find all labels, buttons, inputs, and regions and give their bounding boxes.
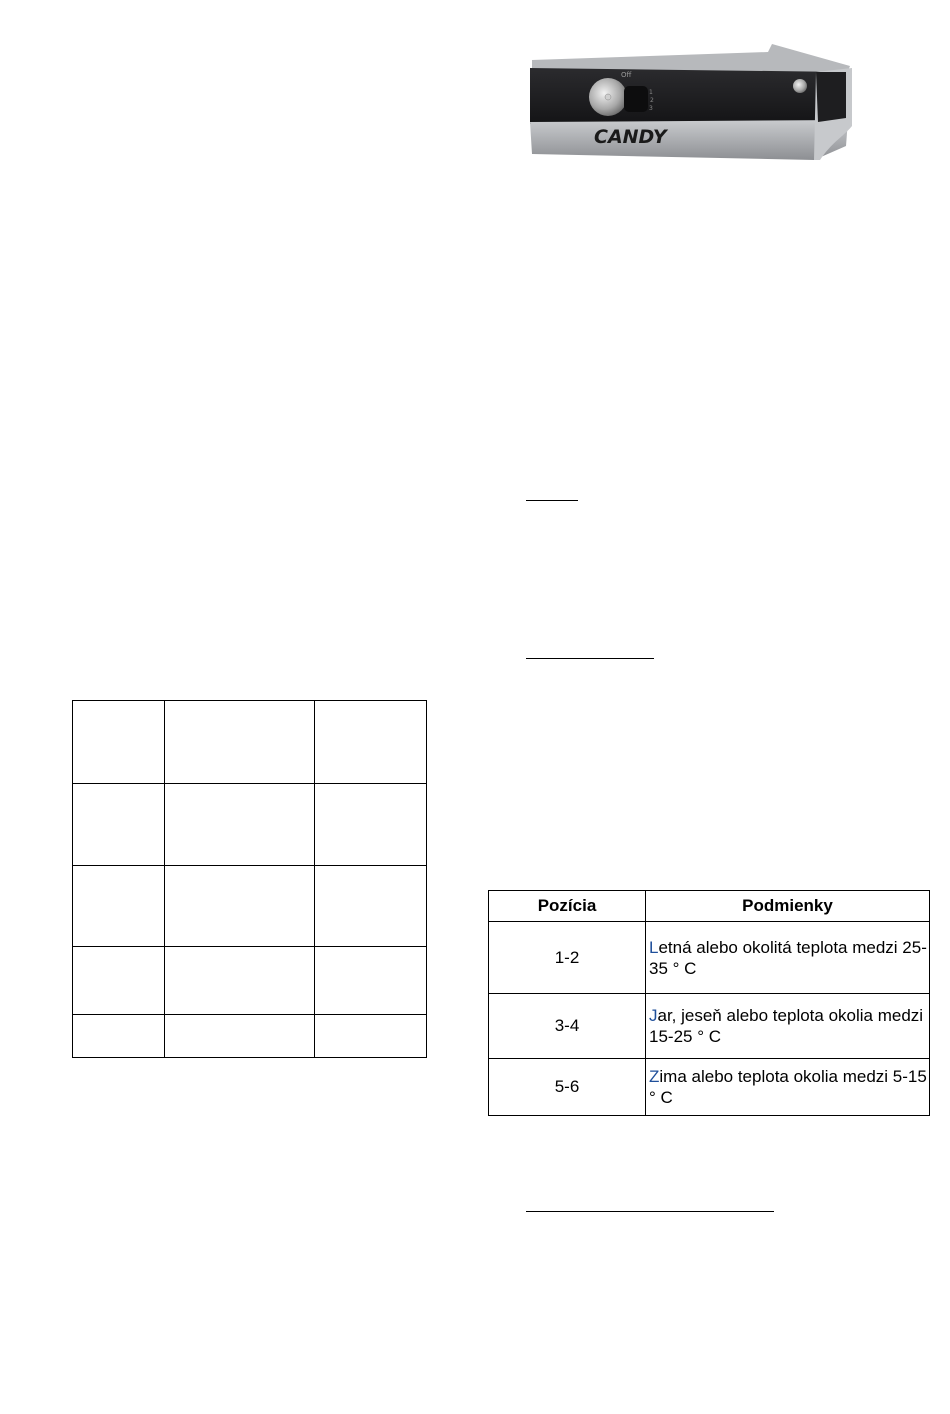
candy-logo: CANDY <box>594 126 667 148</box>
heading-underline <box>526 500 578 501</box>
conditions-initial: Z <box>649 1067 660 1086</box>
dial-off-label: Off <box>621 71 632 79</box>
conditions-text: ima alebo teplota okolia medzi 5-15 ° C <box>649 1067 927 1107</box>
table-cell <box>165 866 315 947</box>
table-row <box>489 1059 930 1116</box>
position-cell: 3-4 <box>489 994 646 1059</box>
dial-mark: 3 <box>649 105 653 112</box>
dial-mark: 2 <box>650 97 654 104</box>
control-panel-drawing <box>528 42 854 168</box>
table-cell <box>165 701 315 784</box>
dial-mark: 1 <box>649 89 653 96</box>
table-cell <box>73 784 165 866</box>
right-button <box>793 79 807 93</box>
table-cell <box>165 1015 315 1058</box>
table-cell <box>73 1015 165 1058</box>
position-cell: 5-6 <box>489 1059 646 1116</box>
conditions-initial: L <box>649 937 659 957</box>
table-cell <box>315 866 427 947</box>
table-cell <box>165 947 315 1015</box>
table-cell <box>73 947 165 1015</box>
header-conditions: Podmienky <box>646 891 930 922</box>
conditions-text: ar, jeseň alebo teplota okolia medzi 15-25 ° C <box>649 1006 924 1046</box>
empty-table <box>72 700 427 1058</box>
conditions-cell <box>646 1059 930 1116</box>
table-cell <box>315 947 427 1015</box>
table-row <box>489 922 930 994</box>
table-header-row <box>489 891 930 922</box>
conditions-text: etná alebo okolitá teplota medzi 25-35 ° C <box>649 937 927 978</box>
table-cell <box>315 784 427 866</box>
header-position: Pozícia <box>489 891 646 922</box>
table-cell <box>165 784 315 866</box>
table-cell <box>315 701 427 784</box>
table-cell <box>73 866 165 947</box>
table-cell <box>73 701 165 784</box>
conditions-cell <box>646 922 930 994</box>
heading-underline <box>526 658 654 659</box>
position-cell: 1-2 <box>489 922 646 994</box>
conditions-initial: J <box>649 1006 658 1025</box>
control-panel-image <box>528 42 854 168</box>
heading-underline <box>526 1211 774 1212</box>
table-row <box>489 994 930 1059</box>
conditions-cell <box>646 994 930 1059</box>
table-cell <box>315 1015 427 1058</box>
thermostat-conditions-table <box>488 890 930 1116</box>
